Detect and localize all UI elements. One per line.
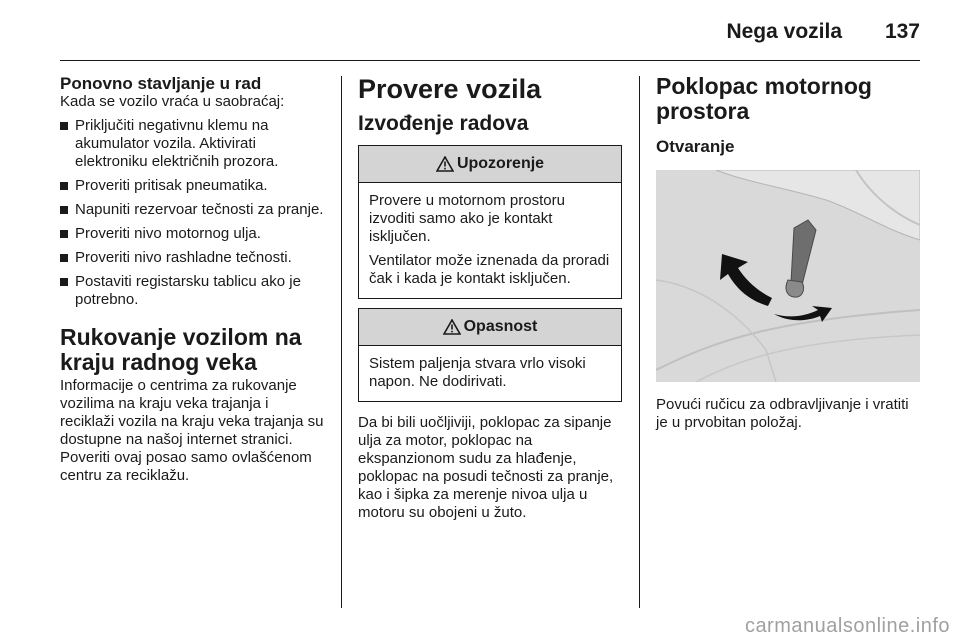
list-item: Napuniti rezervoar tečnosti za pranje.	[60, 201, 326, 219]
danger-header	[359, 309, 621, 346]
column-divider-1	[341, 76, 342, 608]
column-middle	[358, 74, 622, 522]
figure-caption: Povući ručicu za odbravljivanje i vratiti je u prvobitan položaj.	[656, 396, 909, 431]
yellow-caps-text: Da bi bili uočljiviji, poklopac za sipanje ulja za motor, poklopac na ekspanzionom sudu za hlađenje, poklopac na posudi tečnosti za pranje, kao i šipka za merenje nivoa ulja u motoru su obojeni u žuto.	[358, 414, 614, 521]
bullet-square-icon	[60, 278, 68, 286]
header-divider	[60, 60, 920, 61]
danger-box	[358, 308, 622, 402]
bullet-square-icon	[60, 206, 68, 214]
heading-opening: Otvaranje	[656, 137, 735, 156]
page-header	[0, 0, 960, 60]
list-item: Proveriti nivo rashladne tečnosti.	[60, 249, 326, 267]
warning-text-2: Ventilator može iznenada da proradi čak i kada je kontakt isključen.	[369, 252, 610, 287]
intro-text: Kada se vozilo vraća u saobraćaj:	[60, 93, 285, 110]
heading-vehicle-checks: Provere vozila	[358, 74, 542, 104]
bullet-square-icon	[60, 122, 68, 130]
bullet-square-icon	[60, 230, 68, 238]
heading-restart: Ponovno stavljanje u rad	[60, 74, 262, 93]
column-right	[656, 74, 920, 432]
end-of-life-text: Informacije o centrima za rukovanje vozilima na kraju veka trajanja i reciklaži vozila na kraju veka trajanja su dostupne na našoj internet stranici. Poveriti ovaj posao samo ovlašćenom centru za reciklažu.	[60, 377, 324, 484]
warning-triangle-icon	[436, 156, 454, 172]
warning-text-1: Provere u motornom prostoru izvoditi samo ako je kontakt isključen.	[369, 192, 565, 245]
list-item: Proveriti nivo motornog ulja.	[60, 225, 326, 243]
section-title: Nega vozila	[726, 20, 842, 43]
danger-text: Sistem paljenja stvara vrlo visoki napon. Ne dodirivati.	[369, 355, 586, 390]
warning-triangle-icon	[443, 319, 461, 335]
warning-label: Upozorenje	[456, 155, 545, 172]
checklist	[60, 117, 326, 309]
heading-end-of-life: Rukovanje vozilom na kraju radnog veka	[60, 324, 302, 375]
danger-label: Opasnost	[463, 318, 538, 335]
list-item: Proveriti pritisak pneumatika.	[60, 177, 326, 195]
danger-body	[359, 346, 621, 401]
release-lever-drawing	[656, 170, 920, 382]
page-number: 137	[884, 20, 920, 43]
column-left	[60, 74, 326, 485]
bonnet-release-illustration	[656, 170, 920, 382]
watermark: carmanualsonline.info	[744, 615, 950, 637]
list-item: Postaviti registarsku tablicu ako je potrebno.	[60, 273, 326, 309]
list-item: Priključiti negativnu klemu na akumulator vozila. Aktivirati elektroniku električnih prozora.	[60, 117, 326, 171]
warning-box	[358, 145, 622, 299]
heading-bonnet: Poklopac motornog prostora	[656, 73, 872, 124]
heading-performing-work: Izvođenje radova	[358, 112, 529, 135]
warning-header	[359, 146, 621, 183]
column-divider-2	[639, 76, 640, 608]
warning-body	[359, 183, 621, 298]
bullet-square-icon	[60, 254, 68, 262]
bullet-square-icon	[60, 182, 68, 190]
